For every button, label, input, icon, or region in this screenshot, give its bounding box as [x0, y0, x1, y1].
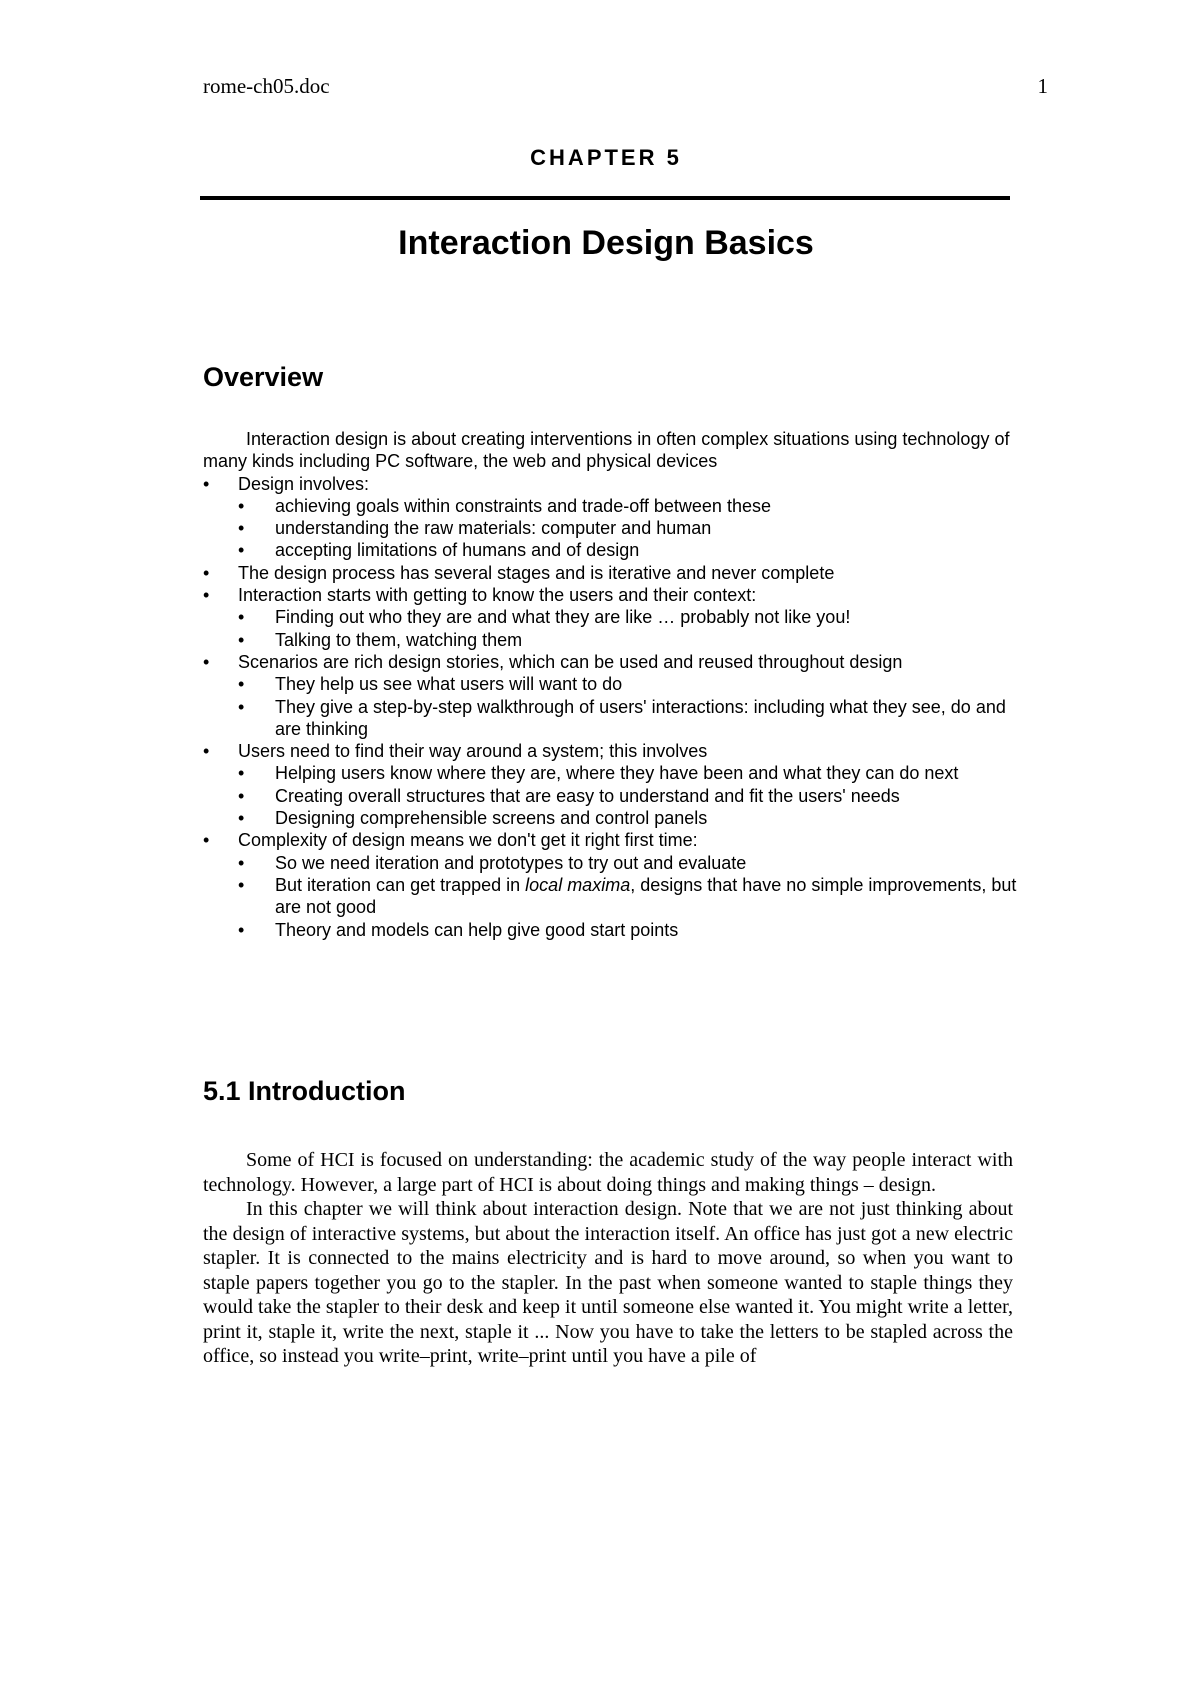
emphasis-text: local maxima	[525, 874, 631, 895]
bullet-marker: •	[238, 518, 245, 539]
bullet-marker: •	[238, 919, 245, 940]
bullet-marker: •	[203, 651, 210, 672]
bullet-marker: •	[238, 852, 245, 873]
sub-list-item-text: Theory and models can help give good start points	[275, 919, 679, 940]
list-item	[203, 829, 1023, 940]
bullet-marker: •	[238, 674, 245, 695]
overview-bullet-list	[203, 473, 1023, 941]
sub-list-item	[238, 517, 1023, 539]
list-item-text: Complexity of design means we don't get it right first time:	[238, 830, 698, 851]
list-item-text: Design involves:	[238, 473, 370, 494]
header-filename: rome-ch05.doc	[203, 74, 330, 98]
bullet-marker: •	[203, 473, 210, 494]
sub-list-item	[238, 807, 1023, 829]
introduction-body	[203, 1148, 1013, 1369]
list-item	[203, 584, 1023, 651]
sub-list-item-text: accepting limitations of humans and of design	[275, 540, 640, 561]
list-item-text: The design process has several stages and is iterative and never complete	[238, 562, 835, 583]
sub-list-item-text: Creating overall structures that are easy to understand and fit the users' needs	[275, 785, 900, 806]
bullet-marker: •	[238, 607, 245, 628]
chapter-divider	[200, 196, 1010, 200]
sub-list-item-text: So we need iteration and prototypes to try out and evaluate	[275, 852, 747, 873]
chapter-title: Interaction Design Basics	[398, 224, 814, 262]
bullet-marker: •	[203, 585, 210, 606]
list-item-text: Users need to find their way around a system; this involves	[238, 741, 708, 762]
sub-list-item-text: Designing comprehensible screens and control panels	[275, 808, 708, 829]
bullet-marker: •	[238, 785, 245, 806]
list-item-text: Scenarios are rich design stories, which can be used and reused throughout design	[238, 651, 903, 672]
list-item	[203, 473, 1023, 562]
bullet-marker: •	[203, 830, 210, 851]
introduction-paragraph: Some of HCI is focused on understanding: the academic study of the way people interact with technology. However, a large part of HCI is about doing things and making things – design.	[203, 1149, 1013, 1196]
sub-list-item	[238, 606, 1023, 628]
sub-list-item	[238, 539, 1023, 561]
bullet-marker: •	[203, 562, 210, 583]
sub-list-item-text: They help us see what users will want to do	[275, 674, 623, 695]
sub-bullet-list	[238, 852, 1023, 941]
overview-body	[203, 428, 1023, 941]
sub-list-item	[238, 495, 1023, 517]
sub-list-item	[238, 785, 1023, 807]
sub-list-item	[238, 852, 1023, 874]
bullet-marker: •	[238, 874, 245, 895]
sub-bullet-list	[238, 495, 1023, 562]
introduction-paragraph: In this chapter we will think about interaction design. Note that we are not just thinking about the design of interactive systems, but about the interaction itself. An office has just got a new electric stapler. It is connected to the mains electricity and is hard to move around, so when you want to staple papers together you go to the stapler. In the past when someone wanted to staple things they would take the stapler to their desk and keep it until someone else wanted it. You might write a letter, print it, staple it, write the next, staple it ... Now you have to take the letters to be stapled across the office, so instead you write–print, write–print until you have a pile of	[203, 1198, 1013, 1367]
sub-list-item	[238, 696, 1023, 741]
sub-list-item	[238, 919, 1023, 941]
list-item	[203, 740, 1023, 829]
sub-list-item-text: Helping users know where they are, where they have been and what they can do next	[275, 763, 959, 784]
sub-list-item-text: Talking to them, watching them	[275, 629, 523, 650]
header-page-number: 1	[1037, 74, 1048, 98]
bullet-marker: •	[203, 741, 210, 762]
bullet-marker: •	[238, 495, 245, 516]
overview-heading: Overview	[203, 362, 324, 392]
sub-list-item-text: achieving goals within constraints and trade-off between these	[275, 495, 771, 516]
sub-bullet-list	[238, 673, 1023, 740]
sub-bullet-list	[238, 762, 1023, 829]
introduction-heading: 5.1 Introduction	[203, 1076, 406, 1106]
sub-bullet-list	[238, 606, 1023, 651]
bullet-marker: •	[238, 629, 245, 650]
overview-intro: Interaction design is about creating interventions in often complex situations using technology of many kinds including PC software, the web and physical devices	[203, 429, 1010, 472]
sub-list-item	[238, 629, 1023, 651]
list-item	[203, 562, 1023, 584]
bullet-marker: •	[238, 540, 245, 561]
sub-list-item-text: But iteration can get trapped in local maxima, designs that have no simple improvements, but are not good	[275, 874, 1017, 918]
sub-list-item-text: understanding the raw materials: computer and human	[275, 518, 712, 539]
sub-list-item-text: They give a step-by-step walkthrough of users' interactions: including what they see, do and are thinking	[275, 696, 1006, 739]
sub-list-item	[238, 673, 1023, 695]
bullet-marker: •	[238, 763, 245, 784]
list-item	[203, 651, 1023, 740]
bullet-marker: •	[238, 808, 245, 829]
sub-list-item-text: Finding out who they are and what they are like … probably not like you!	[275, 607, 851, 628]
bullet-marker: •	[238, 696, 245, 717]
list-item-text: Interaction starts with getting to know the users and their context:	[238, 585, 757, 606]
sub-list-item	[238, 762, 1023, 784]
chapter-label: CHAPTER 5	[530, 145, 682, 170]
sub-list-item	[238, 874, 1023, 919]
